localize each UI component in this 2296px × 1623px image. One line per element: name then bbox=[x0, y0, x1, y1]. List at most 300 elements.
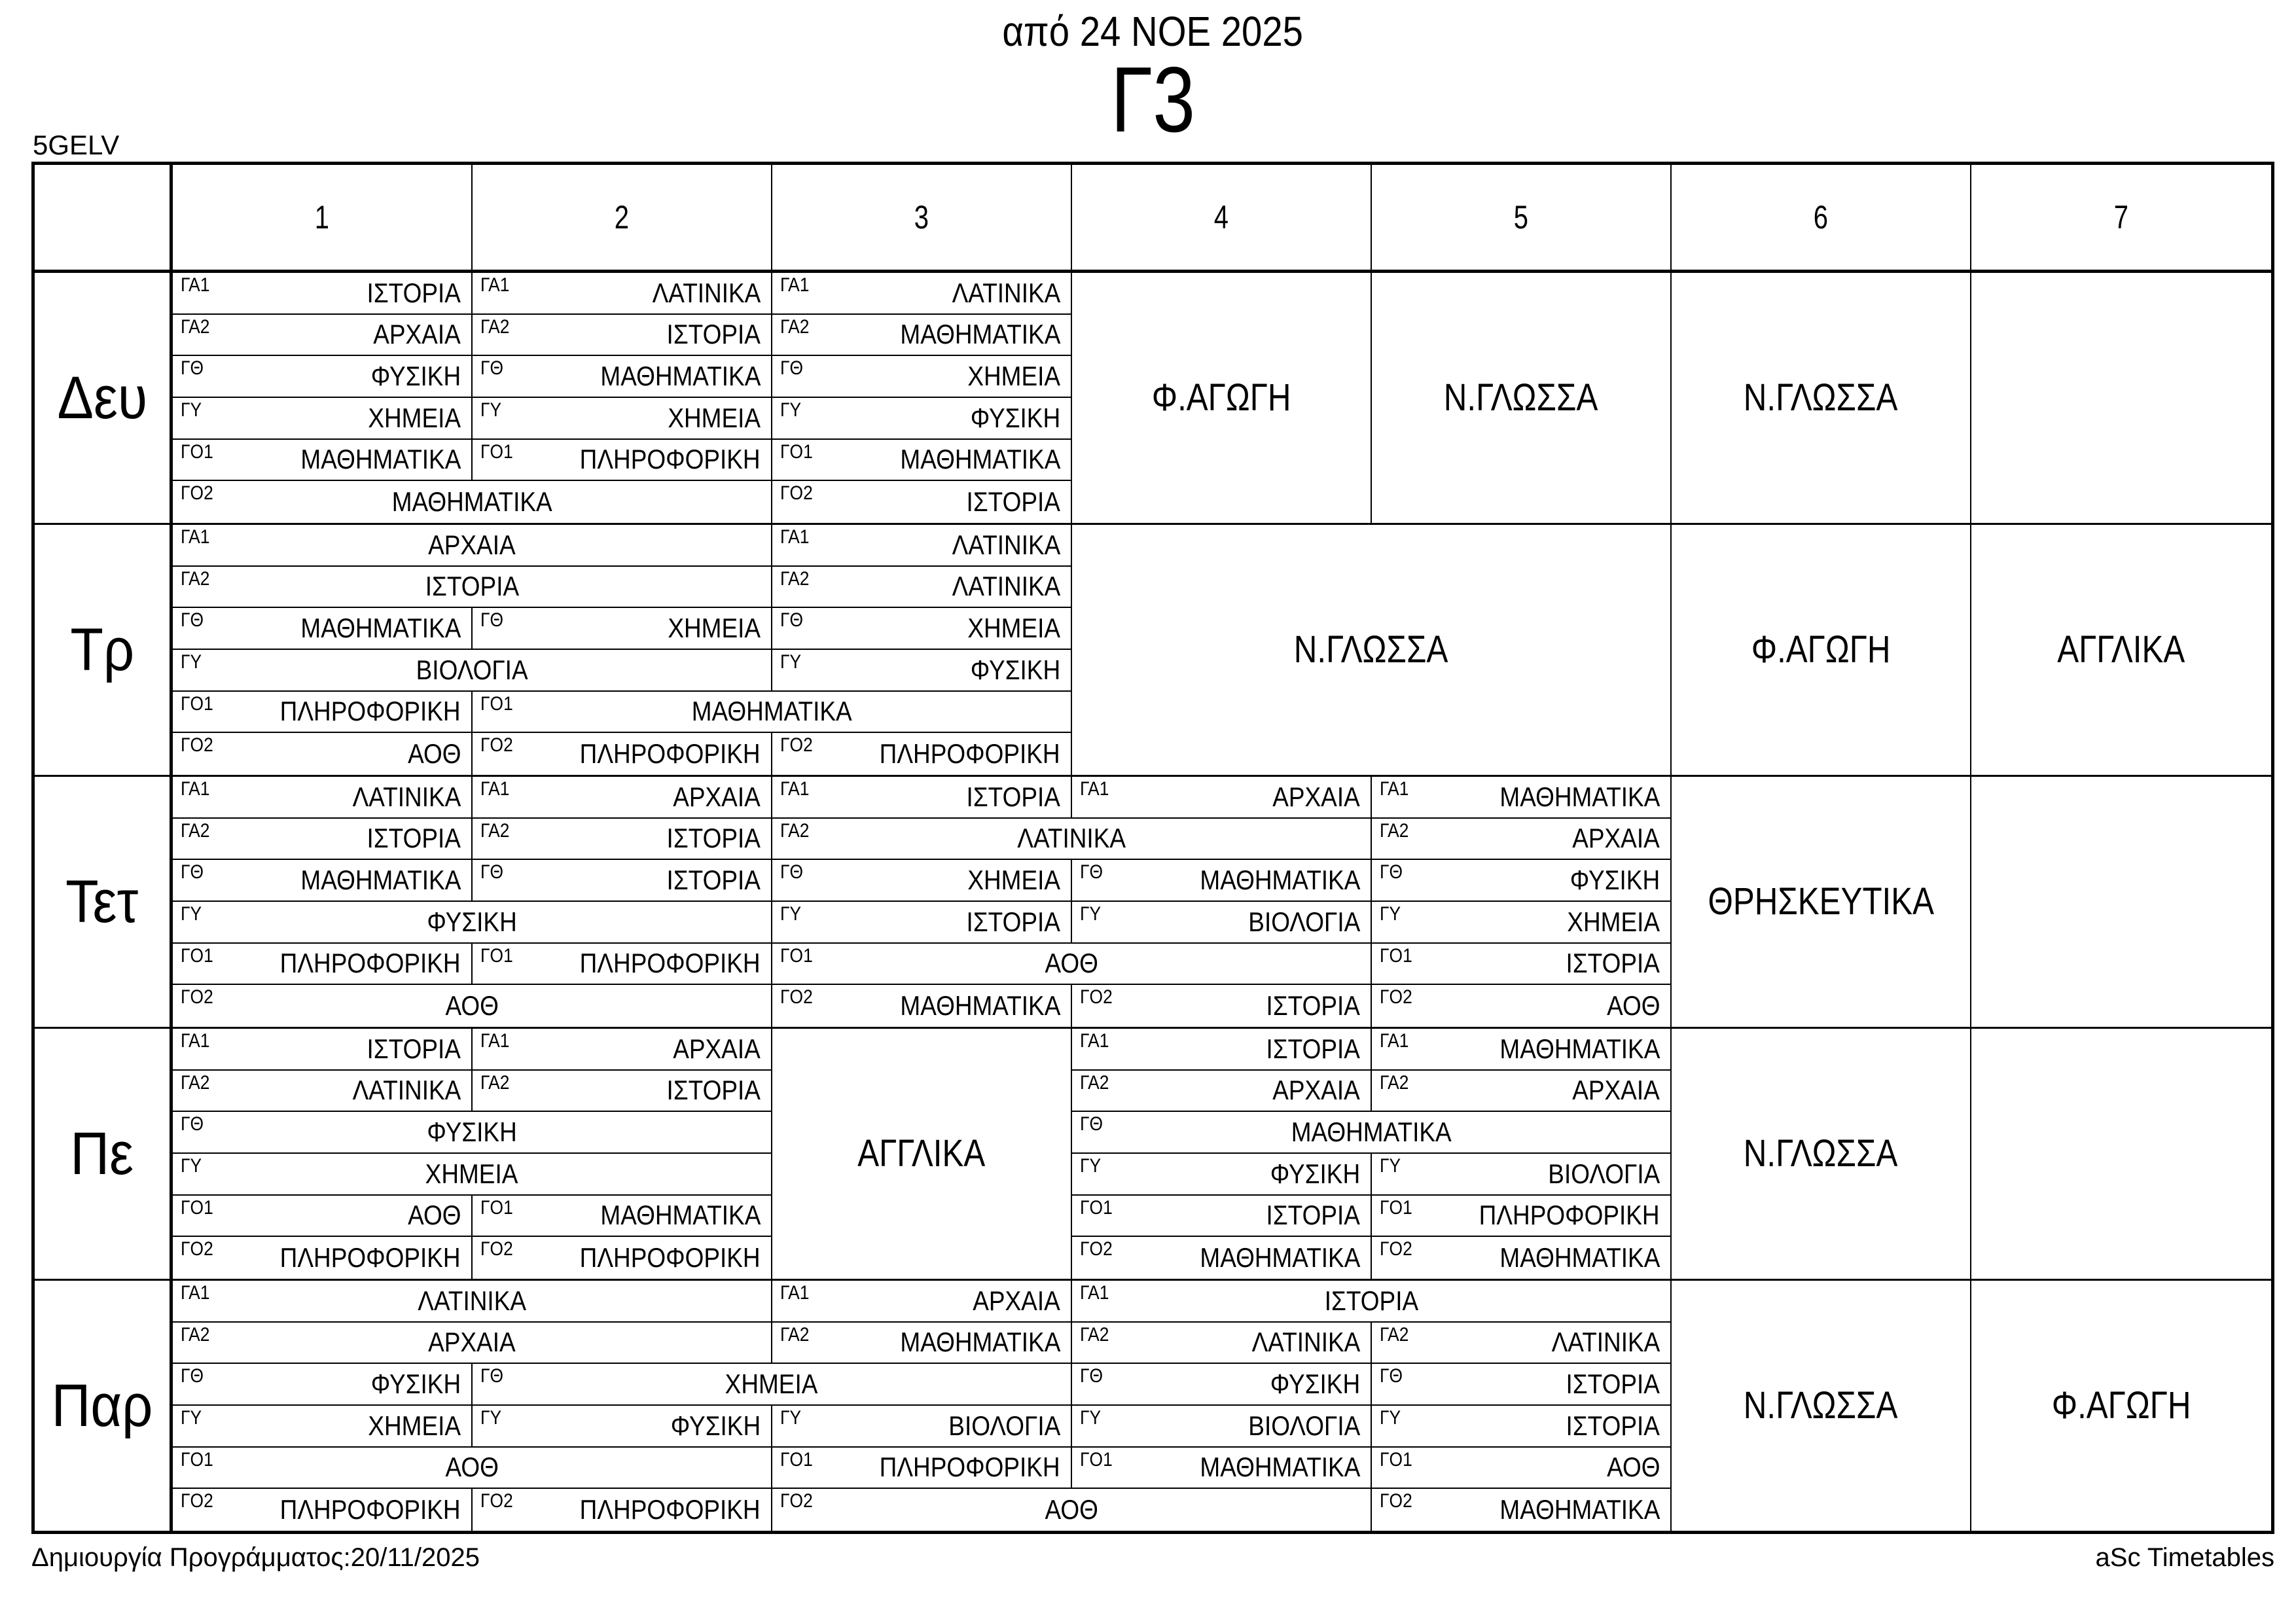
subject-text: ΛΑΤΙΝΙΚΑ bbox=[1251, 1327, 1360, 1358]
subject-label bbox=[173, 1118, 771, 1146]
group-label: ΓΘ bbox=[1380, 1365, 1403, 1387]
group-label: ΓΑ2 bbox=[181, 819, 210, 842]
subject-text: ΜΑΘΗΜΑΤΙΚΑ bbox=[1291, 1116, 1452, 1148]
title-block bbox=[31, 0, 2274, 162]
lesson-cell bbox=[772, 733, 1072, 775]
subject-text: ΙΣΤΟΡΙΑ bbox=[1266, 1033, 1360, 1064]
subject-label bbox=[173, 908, 771, 936]
group-label: ΓΑ1 bbox=[1080, 1030, 1109, 1052]
lesson-block-cell bbox=[1971, 525, 2271, 775]
period-header-4 bbox=[1072, 165, 1372, 270]
period-header-6 bbox=[1672, 165, 1971, 270]
subject-label bbox=[1372, 908, 1670, 936]
lesson-cell bbox=[173, 1323, 772, 1364]
lesson-cell bbox=[473, 273, 772, 315]
subject-text: ΙΣΤΟΡΙΑ bbox=[666, 865, 761, 896]
lesson-cell bbox=[1072, 1112, 1672, 1154]
group-label: ΓΟ1 bbox=[1380, 1448, 1412, 1471]
subject-text: ΑΡΧΑΙΑ bbox=[1572, 823, 1660, 854]
subject-label bbox=[173, 615, 471, 642]
lesson-cell bbox=[173, 273, 473, 315]
group-label: ΓΑ2 bbox=[480, 819, 510, 842]
period-number: 4 bbox=[1213, 199, 1229, 236]
subject-text: ΜΑΘΗΜΑΤΙΚΑ bbox=[600, 1200, 761, 1231]
group-label: ΓΟ1 bbox=[181, 1448, 213, 1471]
subject-text: ΠΛΗΡΟΦΟΡΙΚΗ bbox=[580, 1242, 761, 1274]
lesson-cell bbox=[1372, 1154, 1672, 1196]
subject-text: ΜΑΘΗΜΑΤΙΚΑ bbox=[391, 486, 552, 518]
day-grid bbox=[173, 525, 2271, 775]
subject-text: ΑΡΧΑΙΑ bbox=[673, 781, 761, 812]
subject-text: ΙΣΤΟΡΙΑ bbox=[966, 906, 1060, 937]
group-label: ΓΥ bbox=[181, 651, 202, 673]
day-name-text: Τετ bbox=[65, 868, 139, 935]
subject-text: ΙΣΤΟΡΙΑ bbox=[666, 1075, 761, 1106]
lesson-cell bbox=[173, 1448, 772, 1489]
lesson-cell bbox=[473, 1237, 772, 1279]
group-label: ΓΟ2 bbox=[181, 482, 213, 505]
lesson-cell bbox=[772, 608, 1072, 650]
subject-text: ΒΙΟΛΟΓΙΑ bbox=[948, 1410, 1060, 1441]
lesson-cell bbox=[1072, 860, 1372, 902]
subject-text: ΜΑΘΗΜΑΤΙΚΑ bbox=[691, 696, 852, 727]
subject-label bbox=[1372, 1370, 1670, 1398]
subject-label bbox=[173, 446, 471, 473]
subject-text: ΙΣΤΟΡΙΑ bbox=[1566, 1368, 1660, 1400]
subject-label bbox=[173, 950, 471, 977]
subject-label bbox=[173, 573, 771, 600]
group-label: ΓΑ1 bbox=[181, 1030, 210, 1052]
subject-text: ΛΑΤΙΝΙΚΑ bbox=[1551, 1327, 1660, 1358]
lesson-cell bbox=[772, 356, 1072, 398]
subject-text: ΙΣΤΟΡΙΑ bbox=[1266, 1200, 1360, 1231]
lesson-cell bbox=[173, 315, 473, 357]
subject-text: ΠΛΗΡΟΦΟΡΙΚΗ bbox=[280, 1242, 461, 1274]
lesson-cell bbox=[772, 944, 1372, 986]
group-label: ΓΟ2 bbox=[181, 1490, 213, 1512]
group-label: ΓΑ1 bbox=[181, 778, 210, 800]
subject-text: ΑΟΘ bbox=[1045, 1494, 1098, 1525]
lesson-block-cell bbox=[1672, 525, 1971, 775]
subject-text: ΛΑΤΙΝΙΚΑ bbox=[952, 277, 1060, 308]
lesson-cell bbox=[772, 819, 1372, 861]
group-label: ΓΑ1 bbox=[780, 526, 810, 548]
day-label bbox=[35, 1029, 173, 1279]
group-label: ΓΘ bbox=[780, 357, 804, 380]
subject-label bbox=[772, 1329, 1071, 1356]
group-label: ΓΟ1 bbox=[181, 692, 213, 715]
subject-label bbox=[173, 488, 771, 516]
subject-label bbox=[1372, 1077, 1670, 1104]
group-label: ΓΘ bbox=[1080, 861, 1103, 883]
subject-label bbox=[772, 950, 1371, 977]
lesson-cell bbox=[473, 1489, 772, 1531]
subject-text: ΜΑΘΗΜΑΤΙΚΑ bbox=[1200, 1242, 1360, 1274]
group-label: ΓΥ bbox=[1080, 1155, 1102, 1177]
group-label: ΓΑ2 bbox=[1380, 1323, 1409, 1346]
lesson-cell bbox=[473, 608, 772, 650]
subject-text: ΑΟΘ bbox=[1045, 948, 1098, 979]
subject-label bbox=[473, 740, 771, 768]
subject-label bbox=[473, 1244, 771, 1272]
day-name-text: Πε bbox=[70, 1120, 134, 1187]
group-label: ΓΑ2 bbox=[181, 1071, 210, 1094]
subject-label bbox=[1372, 992, 1670, 1020]
group-label: ΓΟ2 bbox=[480, 1238, 513, 1260]
subject-label bbox=[1672, 628, 1970, 671]
subject-label bbox=[772, 1132, 1071, 1175]
subject-text: ΠΛΗΡΟΦΟΡΙΚΗ bbox=[280, 1494, 461, 1525]
subject-label bbox=[173, 1160, 771, 1188]
day-label bbox=[35, 1281, 173, 1531]
subject-label bbox=[1672, 1132, 1970, 1175]
subject-label bbox=[1372, 1496, 1670, 1524]
lesson-block-cell bbox=[1072, 525, 1672, 775]
subject-label bbox=[173, 1454, 771, 1481]
subject-text: ΜΑΘΗΜΑΤΙΚΑ bbox=[1200, 1452, 1360, 1483]
group-label: ΓΟ2 bbox=[1380, 1490, 1412, 1512]
subject-text: ΜΑΘΗΜΑΤΙΚΑ bbox=[900, 990, 1060, 1022]
period-header-row bbox=[35, 165, 2271, 273]
group-label: ΓΑ2 bbox=[780, 819, 810, 842]
subject-text: ΙΣΤΟΡΙΑ bbox=[367, 823, 461, 854]
day-label bbox=[35, 777, 173, 1027]
day-name-text: Δευ bbox=[57, 364, 147, 431]
lesson-cell bbox=[173, 481, 772, 523]
subject-text: ΙΣΤΟΡΙΑ bbox=[1324, 1285, 1418, 1316]
subject-label bbox=[1072, 1244, 1371, 1272]
subject-label bbox=[1072, 908, 1371, 936]
lesson-cell bbox=[173, 525, 772, 567]
subject-text: ΧΗΜΕΙΑ bbox=[368, 402, 461, 433]
subject-label bbox=[1072, 1370, 1371, 1398]
subject-text: ΠΛΗΡΟΦΟΡΙΚΗ bbox=[580, 1494, 761, 1525]
lesson-block-cell bbox=[1372, 273, 1672, 523]
lesson-cell bbox=[1372, 1489, 1672, 1531]
group-label: ΓΟ1 bbox=[480, 692, 513, 715]
subject-text: ΦΥΣΙΚΗ bbox=[1270, 1158, 1360, 1189]
lesson-cell bbox=[473, 1196, 772, 1238]
subject-label bbox=[473, 279, 771, 307]
group-label: ΓΟ1 bbox=[480, 944, 513, 967]
lesson-block-cell bbox=[1672, 1281, 1971, 1531]
group-label: ΓΟ1 bbox=[1080, 1448, 1113, 1471]
lesson-cell bbox=[1072, 1364, 1372, 1406]
subject-text: ΑΟΘ bbox=[1606, 990, 1660, 1022]
subject-text: ΛΑΤΙΝΙΚΑ bbox=[352, 1075, 461, 1106]
day-label bbox=[35, 273, 173, 523]
group-label: ΓΘ bbox=[1380, 861, 1403, 883]
subject-text: ΒΙΟΛΟΓΙΑ bbox=[1248, 906, 1360, 937]
subject-text: ΦΥΣΙΚΗ bbox=[370, 1368, 461, 1400]
lesson-cell bbox=[1072, 1281, 1672, 1323]
lesson-cell bbox=[772, 777, 1072, 819]
subject-text: ΙΣΤΟΡΙΑ bbox=[966, 781, 1060, 812]
subject-text: Ν.ΓΛΩΣΣΑ bbox=[1294, 628, 1448, 671]
group-label: ΓΟ2 bbox=[1080, 986, 1113, 1008]
subject-text: ΙΣΤΟΡΙΑ bbox=[1566, 1410, 1660, 1441]
group-label: ΓΟ1 bbox=[780, 440, 813, 463]
subject-text: Ν.ΓΛΩΣΣΑ bbox=[1444, 376, 1598, 419]
subject-text: ΑΡΧΑΙΑ bbox=[1272, 781, 1360, 812]
group-label: ΓΑ1 bbox=[1380, 1030, 1409, 1052]
group-label: ΓΑ2 bbox=[780, 1323, 810, 1346]
period-header-1 bbox=[173, 165, 473, 270]
group-label: ΓΘ bbox=[480, 609, 504, 632]
subject-text: ΙΣΤΟΡΙΑ bbox=[1566, 948, 1660, 979]
period-number: 2 bbox=[614, 199, 630, 236]
lesson-cell bbox=[473, 440, 772, 482]
group-label: ΓΟ1 bbox=[1080, 1196, 1113, 1219]
subject-label bbox=[772, 783, 1071, 811]
subject-text: Φ.ΑΓΩΓΗ bbox=[2051, 1384, 2191, 1427]
subject-text: ΦΥΣΙΚΗ bbox=[970, 402, 1060, 433]
group-label: ΓΥ bbox=[1080, 1407, 1102, 1429]
lesson-cell bbox=[473, 1406, 772, 1448]
subject-label bbox=[173, 783, 471, 811]
subject-label bbox=[173, 1287, 771, 1315]
subject-text: ΒΙΟΛΟΓΙΑ bbox=[416, 654, 528, 685]
lesson-cell bbox=[173, 1281, 772, 1323]
subject-label bbox=[1072, 628, 1670, 671]
period-header-3 bbox=[772, 165, 1072, 270]
group-label: ΓΥ bbox=[181, 1407, 202, 1429]
lesson-cell bbox=[173, 985, 772, 1027]
subject-label bbox=[772, 573, 1071, 600]
lesson-cell bbox=[1072, 1196, 1372, 1238]
subject-label bbox=[1072, 992, 1371, 1020]
subject-label bbox=[772, 1412, 1071, 1440]
group-label: ΓΑ2 bbox=[1080, 1323, 1109, 1346]
lesson-cell bbox=[772, 525, 1072, 567]
subject-label bbox=[1072, 1287, 1670, 1315]
subject-text: ΦΥΣΙΚΗ bbox=[1270, 1368, 1360, 1400]
subject-text: ΑΟΘ bbox=[1606, 1452, 1660, 1483]
lesson-cell bbox=[173, 1489, 473, 1531]
lesson-cell bbox=[173, 356, 473, 398]
subject-label bbox=[173, 1202, 471, 1229]
lesson-cell bbox=[173, 1364, 473, 1406]
lesson-cell bbox=[173, 733, 473, 775]
lesson-cell bbox=[772, 1323, 1072, 1364]
group-label: ΓΟ2 bbox=[780, 986, 813, 1008]
period-number: 7 bbox=[2113, 199, 2129, 236]
lesson-cell bbox=[473, 777, 772, 819]
lesson-cell bbox=[1072, 1071, 1372, 1113]
subject-label bbox=[1072, 1412, 1371, 1440]
group-label: ΓΟ1 bbox=[780, 1448, 813, 1471]
subject-label bbox=[173, 531, 771, 559]
subject-label bbox=[1072, 1329, 1371, 1356]
subject-text: ΧΗΜΕΙΑ bbox=[668, 402, 761, 433]
subject-text: ΜΑΘΗΜΑΤΙΚΑ bbox=[300, 613, 461, 644]
subject-label bbox=[772, 279, 1071, 307]
lesson-cell bbox=[1372, 777, 1672, 819]
group-label: ΓΟ2 bbox=[181, 734, 213, 757]
lesson-cell bbox=[173, 1196, 473, 1238]
day-row-Δευ bbox=[35, 273, 2271, 525]
subject-label bbox=[473, 321, 771, 348]
day-label bbox=[35, 525, 173, 775]
lesson-cell bbox=[173, 650, 772, 692]
group-label: ΓΑ1 bbox=[181, 1282, 210, 1304]
subject-text: ΙΣΤΟΡΙΑ bbox=[425, 571, 519, 602]
subject-text: ΙΣΤΟΡΙΑ bbox=[666, 823, 761, 854]
school-code: 5GELV bbox=[33, 130, 120, 160]
lesson-cell bbox=[1372, 860, 1672, 902]
group-label: ΓΑ1 bbox=[1380, 778, 1409, 800]
subject-text: ΠΛΗΡΟΦΟΡΙΚΗ bbox=[580, 738, 761, 770]
subject-label bbox=[473, 1202, 771, 1229]
subject-text: ΠΛΗΡΟΦΟΡΙΚΗ bbox=[880, 1452, 1060, 1483]
subject-text: Φ.ΑΓΩΓΗ bbox=[1751, 628, 1891, 671]
lesson-cell bbox=[473, 356, 772, 398]
subject-label bbox=[173, 1077, 471, 1104]
creation-date-label: Δημιουργία Προγράμματος:20/11/2025 bbox=[31, 1543, 480, 1572]
day-row-Πε bbox=[35, 1029, 2271, 1281]
corner-cell bbox=[35, 165, 173, 270]
lesson-cell bbox=[1372, 1196, 1672, 1238]
subject-label bbox=[772, 446, 1071, 473]
subject-label bbox=[473, 950, 771, 977]
empty-cell bbox=[1971, 1029, 2271, 1279]
class-title bbox=[31, 48, 2274, 152]
lesson-block-cell bbox=[1672, 1029, 1971, 1279]
group-label: ΓΥ bbox=[1080, 903, 1102, 925]
day-grid bbox=[173, 273, 2271, 523]
subject-label bbox=[1971, 628, 2271, 671]
lesson-cell bbox=[1372, 1323, 1672, 1364]
lesson-cell bbox=[173, 1154, 772, 1196]
subject-text: ΛΑΤΙΝΙΚΑ bbox=[352, 781, 461, 812]
lesson-cell bbox=[1072, 777, 1372, 819]
lesson-cell bbox=[173, 944, 473, 986]
group-label: ΓΑ2 bbox=[480, 315, 510, 338]
lesson-cell bbox=[1072, 1237, 1372, 1279]
group-label: ΓΟ2 bbox=[480, 1490, 513, 1512]
group-label: ΓΟ1 bbox=[181, 944, 213, 967]
subject-text: ΑΡΧΑΙΑ bbox=[673, 1033, 761, 1064]
timetable-grid bbox=[31, 162, 2274, 1534]
lesson-cell bbox=[173, 692, 473, 734]
group-label: ΓΑ2 bbox=[1380, 819, 1409, 842]
subject-label bbox=[1372, 783, 1670, 811]
subject-label bbox=[772, 1454, 1071, 1481]
subject-label bbox=[473, 1496, 771, 1524]
subject-text: ΛΑΤΙΝΙΚΑ bbox=[418, 1285, 526, 1316]
subject-text: ΜΑΘΗΜΑΤΙΚΑ bbox=[1499, 1033, 1660, 1064]
subject-label bbox=[1072, 1118, 1670, 1146]
lesson-cell bbox=[772, 1281, 1072, 1323]
subject-label bbox=[1072, 376, 1371, 419]
subject-label bbox=[473, 698, 1071, 725]
group-label: ΓΘ bbox=[181, 1113, 204, 1135]
subject-text: ΑΡΧΑΙΑ bbox=[1272, 1075, 1360, 1106]
subject-label bbox=[173, 656, 771, 684]
subject-label bbox=[772, 992, 1071, 1020]
group-label: ΓΘ bbox=[1080, 1113, 1103, 1135]
subject-text: ΙΣΤΟΡΙΑ bbox=[966, 486, 1060, 518]
subject-text: ΙΣΤΟΡΙΑ bbox=[666, 319, 761, 350]
group-label: ΓΟ1 bbox=[480, 1196, 513, 1219]
day-grid bbox=[173, 1281, 2271, 1531]
group-label: ΓΑ2 bbox=[480, 1071, 510, 1094]
subject-text: ΧΗΜΕΙΑ bbox=[967, 361, 1060, 392]
subject-text: ΜΑΘΗΜΑΤΙΚΑ bbox=[900, 444, 1060, 475]
subject-label bbox=[1372, 825, 1670, 852]
footer bbox=[31, 1543, 2274, 1572]
subject-label bbox=[772, 825, 1371, 852]
group-label: ΓΑ2 bbox=[181, 315, 210, 338]
subject-label bbox=[772, 615, 1071, 642]
lesson-block-cell bbox=[1072, 273, 1372, 523]
group-label: ΓΥ bbox=[1380, 1407, 1401, 1429]
subject-label bbox=[1072, 1077, 1371, 1104]
lesson-cell bbox=[173, 1071, 473, 1113]
subject-text: ΑΡΧΑΙΑ bbox=[973, 1285, 1060, 1316]
period-number: 6 bbox=[1813, 199, 1829, 236]
subject-text: ΦΥΣΙΚΗ bbox=[427, 906, 517, 937]
class-name-text: Γ3 bbox=[1111, 48, 1195, 152]
day-name-text: Τρ bbox=[70, 616, 134, 683]
group-label: ΓΘ bbox=[780, 609, 804, 632]
day-name-text: Παρ bbox=[51, 1372, 153, 1439]
subject-label bbox=[173, 698, 471, 725]
lesson-cell bbox=[1072, 1406, 1372, 1448]
subject-text: Ν.ΓΛΩΣΣΑ bbox=[1744, 1132, 1898, 1175]
lesson-cell bbox=[473, 733, 772, 775]
group-label: ΓΑ2 bbox=[1380, 1071, 1409, 1094]
subject-label bbox=[173, 404, 471, 432]
group-label: ΓΘ bbox=[480, 861, 504, 883]
lesson-cell bbox=[173, 608, 473, 650]
group-label: ΓΥ bbox=[780, 1407, 802, 1429]
group-label: ΓΥ bbox=[780, 651, 802, 673]
lesson-cell bbox=[772, 985, 1072, 1027]
group-label: ΓΑ1 bbox=[1080, 1282, 1109, 1304]
group-label: ΓΘ bbox=[181, 357, 204, 380]
lesson-cell bbox=[1372, 1406, 1672, 1448]
group-label: ΓΘ bbox=[181, 861, 204, 883]
subject-label bbox=[173, 866, 471, 894]
subject-label bbox=[772, 908, 1071, 936]
subject-label bbox=[473, 825, 771, 852]
subject-label bbox=[1372, 866, 1670, 894]
subject-label bbox=[1372, 1035, 1670, 1063]
lesson-cell bbox=[473, 315, 772, 357]
subject-text: ΛΑΤΙΝΙΚΑ bbox=[1017, 823, 1126, 854]
subject-label bbox=[772, 1287, 1071, 1315]
group-label: ΓΟ2 bbox=[181, 986, 213, 1008]
lesson-cell bbox=[473, 1364, 1072, 1406]
subject-label bbox=[772, 488, 1071, 516]
lesson-cell bbox=[1372, 1029, 1672, 1071]
subject-text: ΑΡΧΑΙΑ bbox=[428, 1327, 516, 1358]
subject-text: ΠΛΗΡΟΦΟΡΙΚΗ bbox=[280, 948, 461, 979]
group-label: ΓΟ2 bbox=[181, 1238, 213, 1260]
subject-label bbox=[1372, 1202, 1670, 1229]
subject-label bbox=[473, 1035, 771, 1063]
group-label: ΓΑ1 bbox=[780, 778, 810, 800]
lesson-cell bbox=[772, 650, 1072, 692]
group-label: ΓΘ bbox=[480, 357, 504, 380]
subject-text: ΑΡΧΑΙΑ bbox=[428, 529, 516, 560]
subject-text: ΛΑΤΙΝΙΚΑ bbox=[952, 571, 1060, 602]
lesson-cell bbox=[772, 902, 1072, 944]
group-label: ΓΑ1 bbox=[780, 1282, 810, 1304]
subject-text: ΧΗΜΕΙΑ bbox=[725, 1368, 818, 1400]
group-label: ΓΘ bbox=[480, 1365, 504, 1387]
